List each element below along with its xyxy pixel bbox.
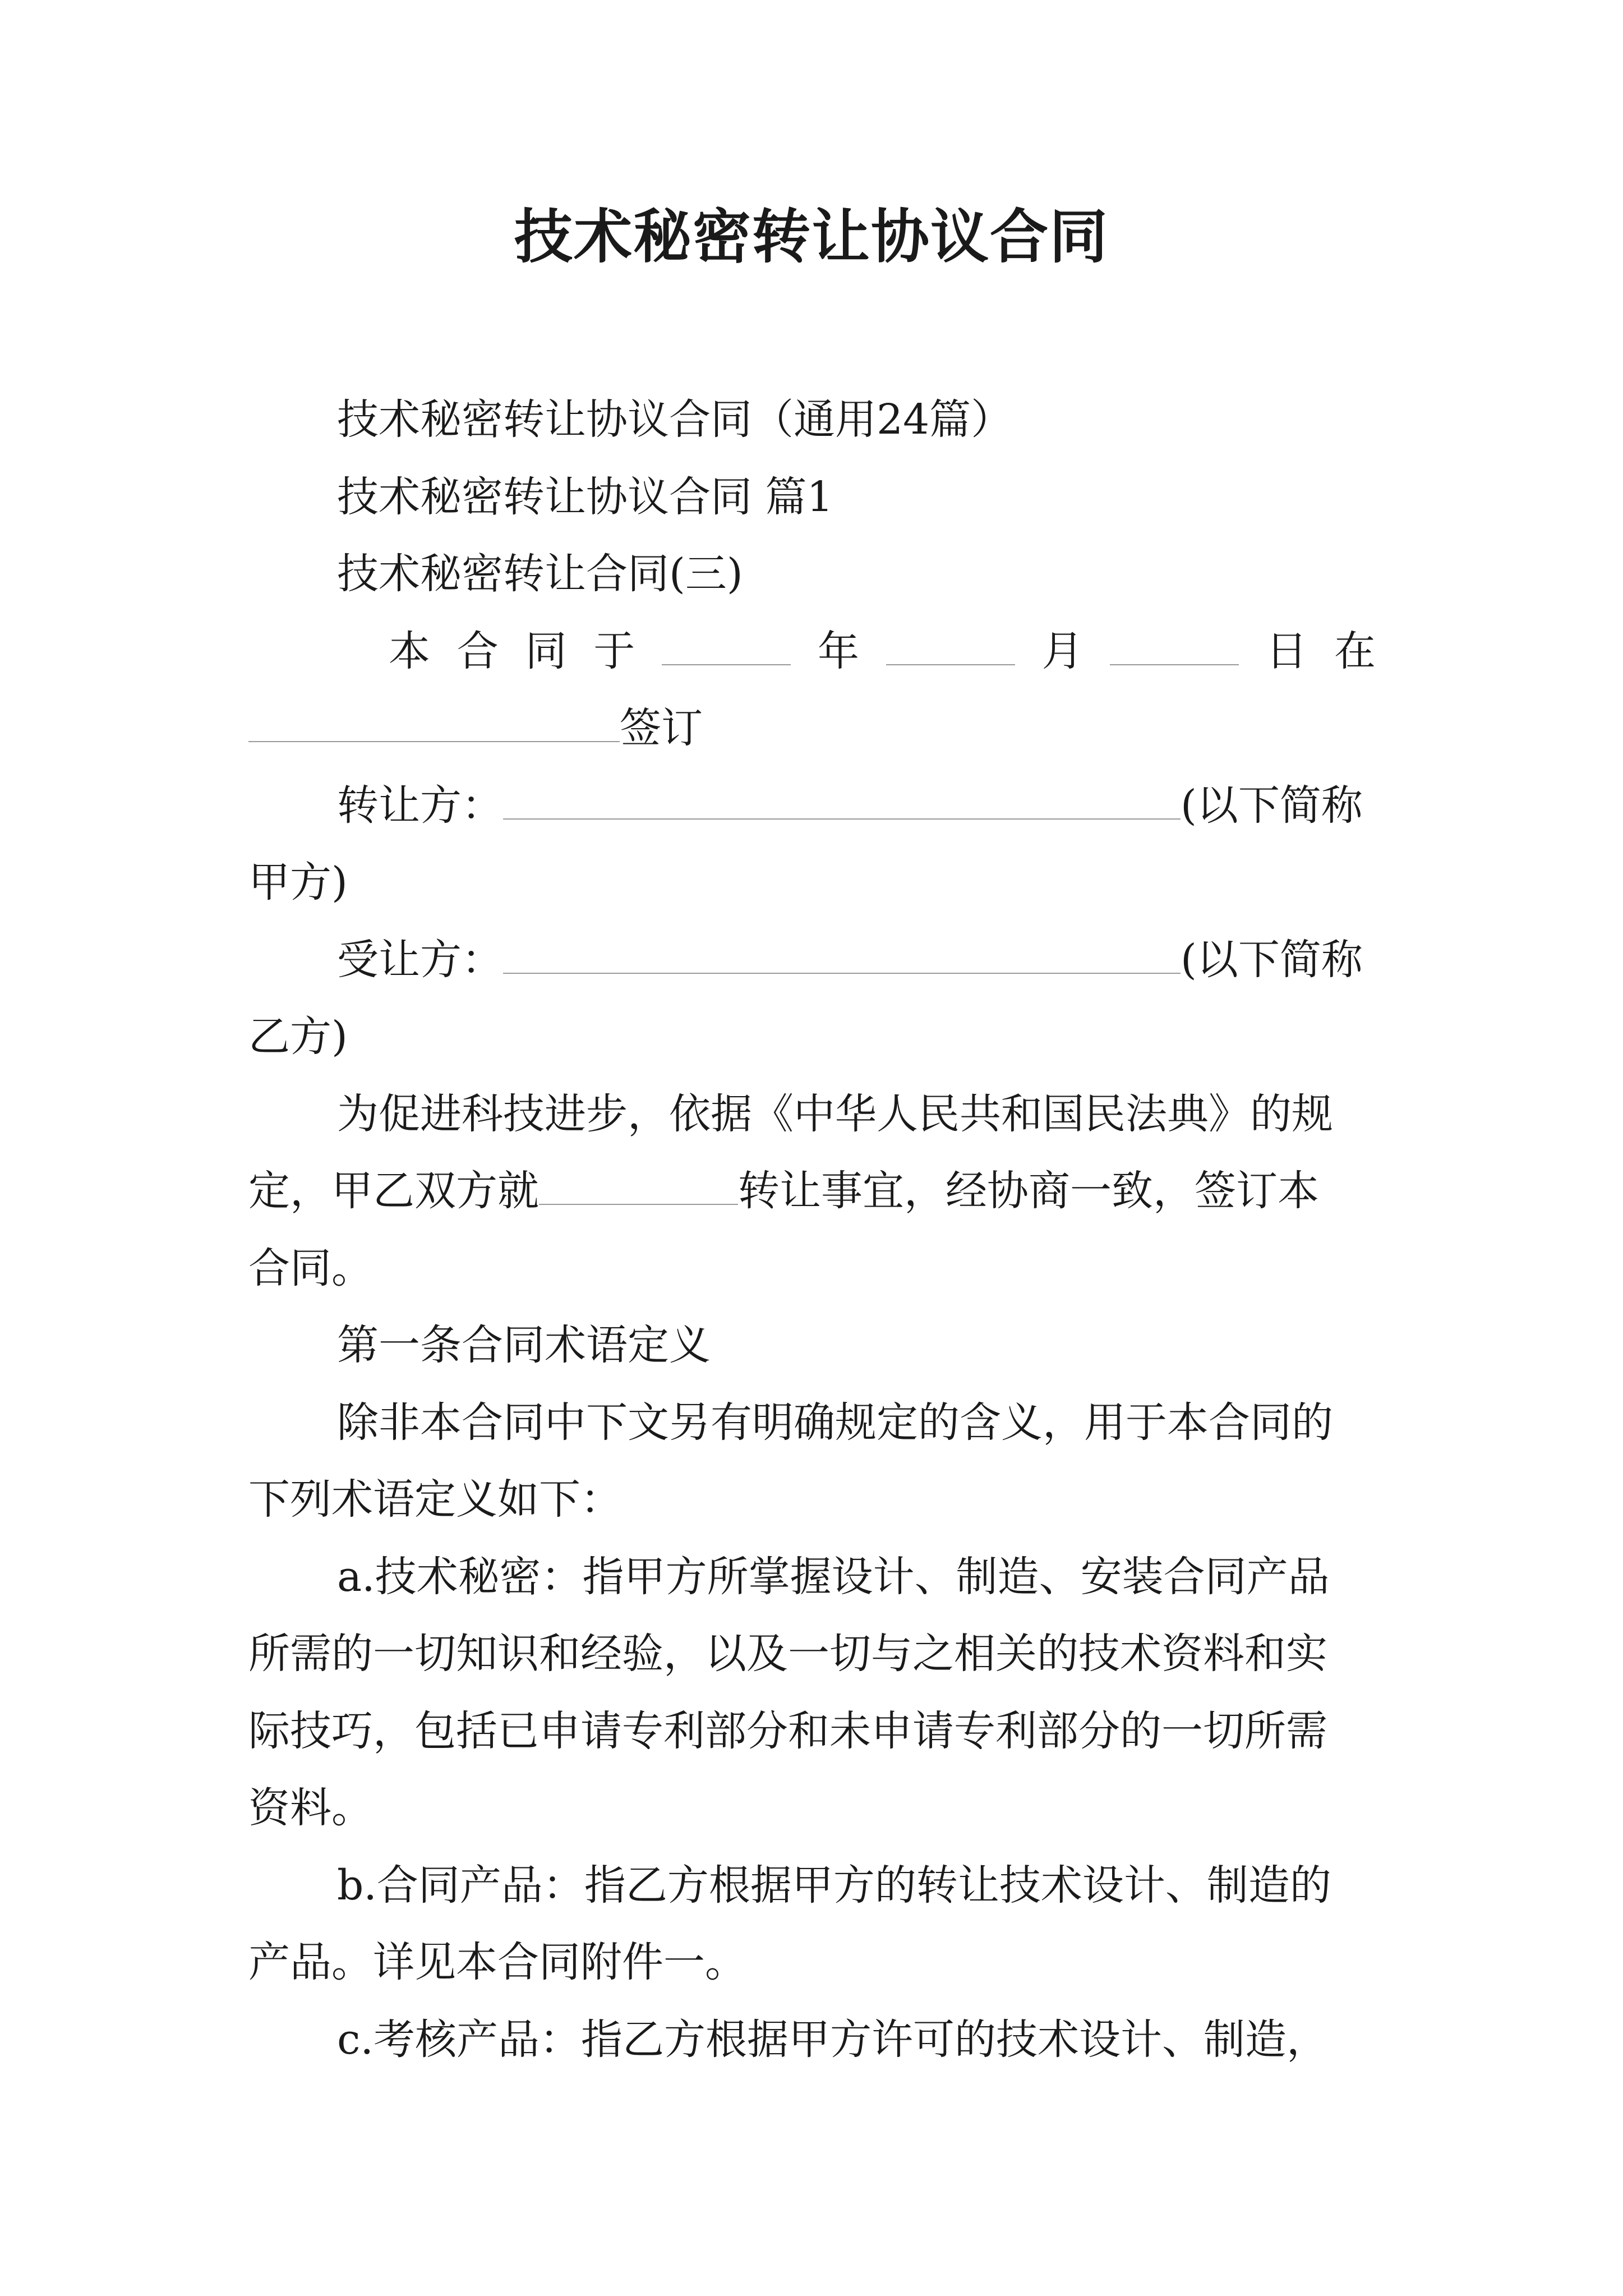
preamble-line-3: 合同。	[248, 1244, 373, 1292]
date-char: 合	[457, 627, 499, 675]
definition-a-line: 所需的一切知识和经验，以及一切与之相关的技术资料和实	[248, 1630, 1327, 1678]
article-heading: 第一条合同术语定义	[337, 1321, 711, 1369]
transferor-line	[248, 767, 1376, 845]
definition-c-line: c.考核产品：指乙方根据甲方许可的技术设计、制造，	[337, 2015, 1328, 2064]
subtitle-line: 技术秘密转让协议合同（通用24篇）	[337, 395, 1013, 444]
transferor-blank	[503, 777, 1181, 820]
definition-b-line: 产品。详见本合同附件一。	[248, 1938, 746, 1986]
year-blank	[662, 623, 791, 665]
subject-blank	[539, 1162, 738, 1205]
contract-heading: 技术秘密转让合同(三)	[337, 550, 743, 598]
date-char: 月	[1041, 627, 1083, 675]
transferee-note: (以下简称	[1181, 935, 1363, 984]
definition-a-line: 际技巧，包括已申请专利部分和未申请专利部分的一切所需	[248, 1706, 1327, 1755]
definition-b-line: b.合同产品：指乙方根据甲方的转让技术设计、制造的	[337, 1861, 1331, 1910]
date-char: 于	[593, 627, 635, 675]
definition-a-line: a.技术秘密：指甲方所掌握设计、制造、安装合同产品	[337, 1552, 1330, 1601]
signing-date-line	[248, 613, 1376, 691]
date-char: 本	[389, 627, 430, 675]
transferor-line-cont: 甲方)	[248, 858, 348, 907]
document-body	[248, 381, 1376, 2078]
paragraph-line: 除非本合同中下文另有明确规定的含义，用于本合同的	[337, 1398, 1333, 1447]
signing-label: 签订	[620, 704, 703, 752]
date-char: 日	[1266, 627, 1308, 675]
day-blank	[1110, 623, 1239, 665]
transferee-blank	[503, 931, 1181, 974]
transferee-line-cont: 乙方)	[248, 1013, 348, 1061]
document-title: 技术秘密转让协议合同	[514, 202, 1109, 271]
transferor-label: 转让方：	[337, 781, 503, 830]
transferee-line	[248, 922, 1376, 999]
definition-a-line: 资料。	[248, 1784, 373, 1832]
date-char: 年	[817, 627, 859, 675]
date-char: 同	[525, 627, 567, 675]
signing-place-line	[248, 690, 1376, 767]
transferee-label: 受让方：	[337, 935, 503, 984]
preamble-text: 定，甲乙双方就	[248, 1167, 539, 1215]
month-blank	[886, 623, 1015, 665]
preamble-text: 转让事宜，经协商一致，签订本	[738, 1167, 1319, 1215]
place-blank	[248, 700, 620, 742]
preamble-line-1: 为促进科技进步，依据《中华人民共和国民法典》的规	[337, 1089, 1333, 1138]
transferor-note: (以下简称	[1181, 781, 1363, 830]
date-char: 在	[1334, 627, 1376, 675]
paragraph-line: 下列术语定义如下：	[248, 1475, 622, 1524]
preamble-line-2	[248, 1153, 1376, 1230]
section-heading: 技术秘密转让协议合同 篇1	[337, 472, 833, 521]
